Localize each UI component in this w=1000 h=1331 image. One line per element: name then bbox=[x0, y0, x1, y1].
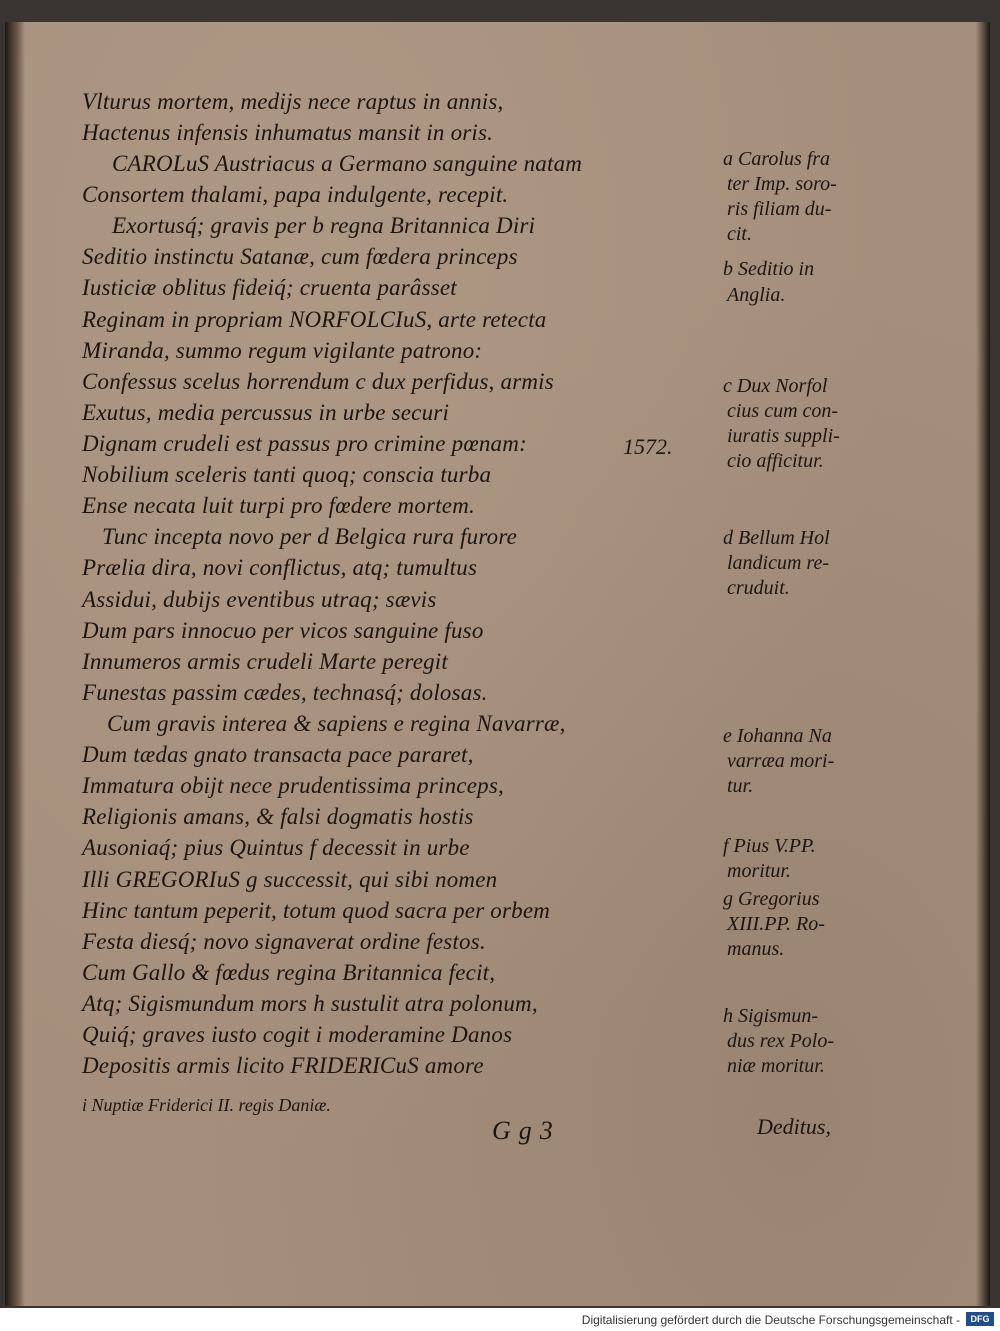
marginal-note: ris filiam du- bbox=[727, 198, 832, 220]
digitization-footer bbox=[0, 1308, 1000, 1331]
marginal-note: e Iohanna Na bbox=[723, 725, 832, 747]
marginal-note: tur. bbox=[727, 775, 754, 797]
dfg-logo-icon: DFG bbox=[966, 1312, 994, 1326]
marginal-note: cruduit. bbox=[727, 577, 790, 599]
marginal-note: d Bellum Hol bbox=[723, 527, 830, 549]
verse-line: Quiq́; graves iusto cogit i moderamine Danos bbox=[82, 1022, 513, 1047]
marginal-note: manus. bbox=[727, 938, 785, 960]
verse-line: Religionis amans, & falsi dogmatis hostis bbox=[82, 804, 474, 829]
verse-line: Immatura obijt nece prudentissima princeps, bbox=[82, 773, 504, 798]
marginal-note: Anglia. bbox=[727, 284, 786, 306]
verse-line: Dignam crudeli est passus pro crimine pœnam: bbox=[82, 431, 527, 456]
year-marker: 1572. bbox=[623, 434, 673, 459]
verse-line: Miranda, summo regum vigilante patrono: bbox=[82, 338, 483, 363]
page-edge-shadow bbox=[976, 22, 990, 1306]
verse-line: Consortem thalami, papa indulgente, recepit. bbox=[82, 182, 509, 207]
verse-line: Seditio instinctu Satanæ, cum fœdera princeps bbox=[82, 244, 518, 269]
verse-line: Illi GREGORIuS g successit, qui sibi nomen bbox=[82, 867, 498, 892]
marginal-note: cit. bbox=[727, 223, 752, 245]
verse-line: Confessus scelus horrendum c dux perfidus, armis bbox=[82, 369, 554, 394]
verse-line: Prælia dira, novi conflictus, atq; tumultus bbox=[82, 555, 478, 580]
verse-line: Exutus, media percussus in urbe securi bbox=[82, 400, 450, 425]
verse-line: Dum pars innocuo per vicos sanguine fuso bbox=[82, 618, 484, 643]
verse-line: Nobilium sceleris tanti quoq; conscia turba bbox=[82, 462, 492, 487]
marginal-note: cio afficitur. bbox=[727, 450, 824, 472]
verse-line: Atq; Sigismundum mors h sustulit atra polonum, bbox=[82, 991, 538, 1016]
verse-line: Ausoniaq́; pius Quintus f decessit in urbe bbox=[82, 835, 470, 860]
marginal-note: moritur. bbox=[727, 860, 791, 882]
catchword: Deditus, bbox=[757, 1114, 831, 1139]
verse-line: Funestas passim cædes, technasq́; dolosas. bbox=[82, 680, 488, 705]
marginal-note: XIII.PP. Ro- bbox=[727, 913, 825, 935]
verse-line: Reginam in propriam NORFOLCIuS, arte retecta bbox=[82, 307, 547, 332]
marginal-note: b Seditio in bbox=[723, 258, 815, 280]
book-page bbox=[5, 22, 990, 1306]
page-gutter-shadow bbox=[5, 22, 25, 1306]
verse-line: Cum gravis interea & sapiens e regina Navarræ, bbox=[107, 711, 566, 736]
marginal-note: varræa mori- bbox=[727, 750, 835, 772]
marginal-note: dus rex Polo- bbox=[727, 1030, 835, 1052]
verse-line: Assidui, dubijs eventibus utraq; sævis bbox=[82, 587, 437, 612]
marginal-note: ter Imp. soro- bbox=[727, 173, 837, 195]
funding-credit: Digitalisierung gefördert durch die Deutsche Forschungsgemeinschaft - bbox=[581, 1313, 960, 1327]
verse-line: Exortusq́; gravis per b regna Britannica Diri bbox=[112, 213, 536, 238]
verse-line: Iusticiæ oblitus fideiq́; cruenta parâsset bbox=[82, 275, 457, 300]
verse-line: Vlturus mortem, medijs nece raptus in annis, bbox=[82, 89, 504, 114]
marginal-note: f Pius V.PP. bbox=[723, 835, 816, 857]
verse-line: Innumeros armis crudeli Marte peregit bbox=[82, 649, 448, 674]
verse-line: Cum Gallo & fœdus regina Britannica fecit, bbox=[82, 960, 496, 985]
marginal-note: g Gregorius bbox=[723, 888, 820, 910]
verse-line: Depositis armis licito FRIDERICuS amore bbox=[82, 1053, 484, 1078]
signature-mark: Gg3 bbox=[492, 1116, 561, 1145]
verse-line: Hinc tantum peperit, totum quod sacra per orbem bbox=[82, 898, 551, 923]
verse-line: Festa diesq́; novo signaverat ordine festos. bbox=[82, 929, 486, 954]
footnote: i Nuptiæ Friderici II. regis Daniæ. bbox=[82, 1095, 331, 1115]
marginal-note: cius cum con- bbox=[727, 400, 839, 422]
verse-line: Ense necata luit turpi pro fœdere mortem. bbox=[82, 493, 475, 518]
verse-line: CAROLuS Austriacus a Germano sanguine natam bbox=[112, 151, 583, 176]
verse-line: Dum tædas gnato transacta pace pararet, bbox=[82, 742, 474, 767]
marginal-note: a Carolus fra bbox=[723, 148, 831, 170]
marginal-note: niæ moritur. bbox=[727, 1055, 825, 1077]
verse-line: Tunc incepta novo per d Belgica rura furore bbox=[102, 524, 518, 549]
marginal-note: h Sigismun- bbox=[723, 1005, 818, 1027]
marginal-note: iuratis suppli- bbox=[727, 425, 840, 447]
marginal-note: landicum re- bbox=[727, 552, 830, 574]
verse-line: Hactenus infensis inhumatus mansit in oris. bbox=[82, 120, 494, 145]
marginal-note: c Dux Norfol bbox=[723, 375, 828, 397]
